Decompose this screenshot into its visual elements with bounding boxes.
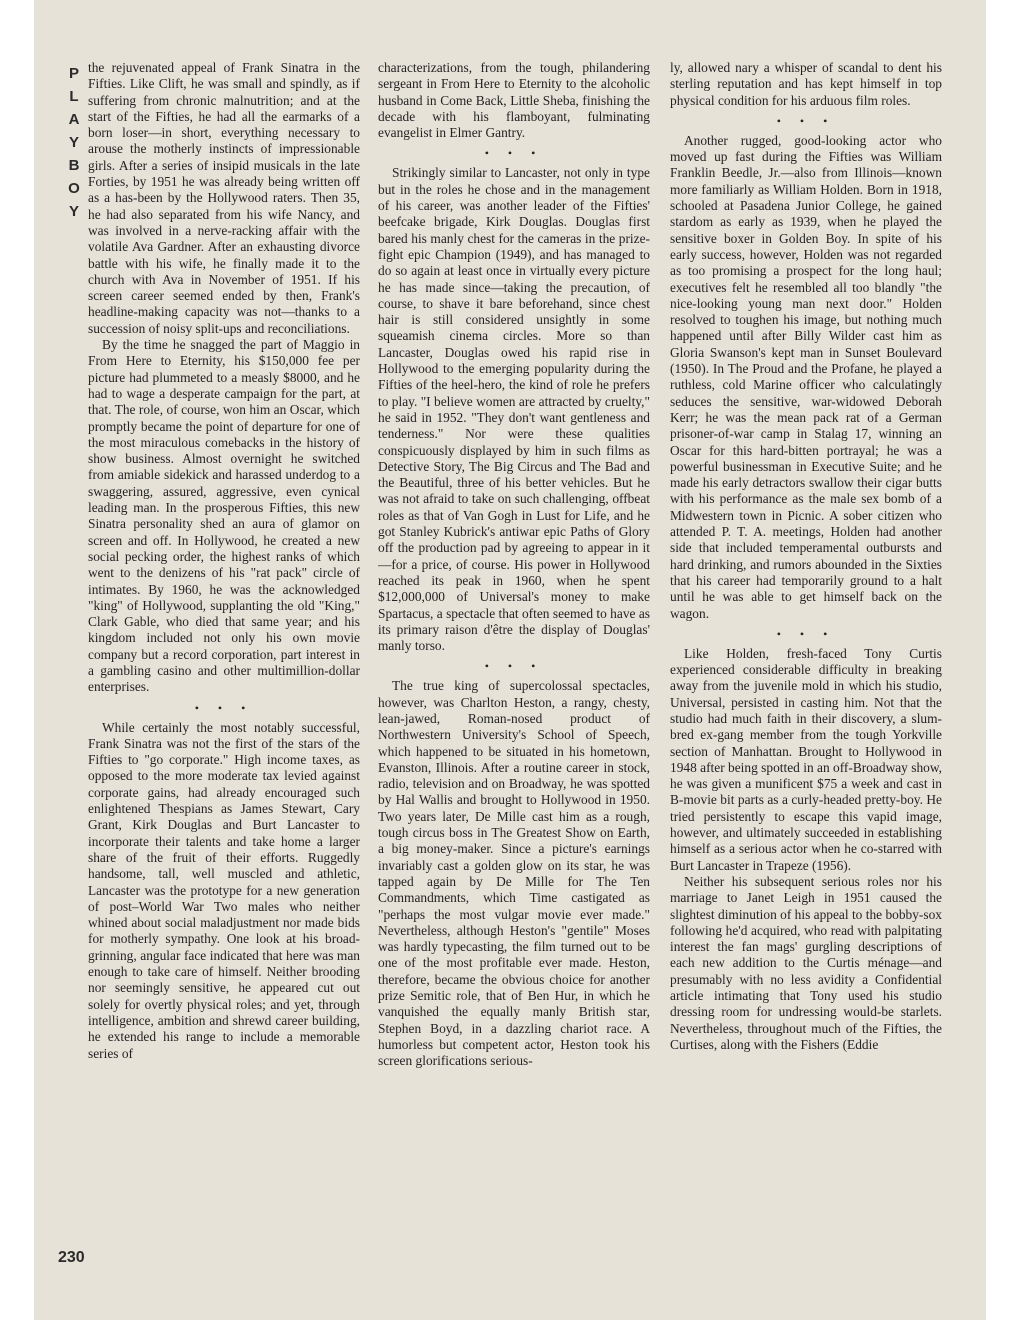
article-paragraph: Like Holden, fresh-faced Tony Curtis experienced considerable difficulty in breaking away from the juvenile mold in which his studio, Universal, persisted in casting him. Not that the studio had much faith in their discovery, a slum-bred ex-gang member from the tough Yorkville section of Manhattan. Brought to Hollywood in 1948 after being spotted in an off-Broadway show, he was given a munificent $75 a week and cast in B-movie bit parts as a curly-headed pretty-boy. He tried persistently to escape this vapid image, however, and ultimately succeeded in establishing himself as a serious actor when he co-starred with Burt Lancaster in Trapeze (1956).: [670, 645, 942, 873]
section-separator: • • •: [776, 626, 836, 641]
page-number: 230: [58, 1249, 85, 1266]
article-paragraph: ly, allowed nary a whisper of scandal to dent his sterling reputation and has kept himself in top physical condition for his arduous film roles.: [670, 60, 942, 108]
masthead-vertical: [62, 62, 86, 222]
article-paragraph: The true king of supercolossal spectacles, however, was Charlton Heston, a rangy, chesty, lean-jawed, Roman-nosed product of Northwestern University's School of Speech, which happened to be situated in his hometown, Evanston, Illinois. After a routine career in stock, radio, television and on Broadway, he was spotted by Hal Wallis and brought to Hollywood in 1950. Two years later, De Mille cast him as a rough, tough circus boss in The Greatest Show on Earth, a big money-maker. Since a picture's earnings invariably cast a golden glow on its star, he was tapped again by De Mille for The Ten Commandments, which Time castigated as "perhaps the most vulgar movie ever made." Nevertheless, although Heston's "gentile" Moses was hardly typecasting, the film turned out to be one of the most profitable ever made. Heston, therefore, became the obvious choice for another prize Semitic role, that of Ben Hur, in which he vanquished the equally manly British star, Stephen Boyd, in a dazzling chariot race. A humorless but competent actor, Heston took his screen glorifications serious-: [378, 678, 650, 1069]
text-column-2: [378, 60, 650, 1300]
masthead-letter: Y: [68, 134, 79, 151]
article-paragraph: the rejuvenated appeal of Frank Sinatra in the Fifties. Like Clift, he was small and spindly, as if suffering from chronic malnutrition; and at the start of the Fifties, he had all the earmarks of a born loser—in short, everything necessary to arouse the motherly instincts of impressionable girls. After a series of insipid musicals in the late Forties, by 1951 he was already being written off as a has-been by the Hollywood raters. Then 35, he had also separated from his wife Nancy, and was involved in a nerve-racking affair with the volatile Ava Gardner. After an exhausting divorce battle with his wife, he finally made it to the church with Ava in November of 1951. If his screen career seemed ended by then, Frank's headline-making capacity was not—thanks to a succession of noisy split-ups and reconciliations.: [88, 60, 360, 336]
section-separator: • • •: [484, 659, 544, 674]
magazine-page: [34, 0, 986, 1320]
article-paragraph: Strikingly similar to Lancaster, not only in type but in the roles he chose and in the management of his career, was another leader of the Fifties' beefcake brigade, Kirk Douglas. Douglas first bared his manly chest for the cameras in the prize-fight epic Champion (1949), and has managed to do so again at least once in virtually every picture he has made since—taking the precaution, of course, to shave it bare beforehand, since chest hair is still considered unsightly in some squeamish cinema circles. More so than Lancaster, Douglas owed his rapid rise in Hollywood to the emerging popularity during the Fifties of the heel-hero, the kind of role he prefers to play. "I believe women are attracted by cruelty," he said in 1952. "They don't want gentleness and tenderness." Nor were these qualities conspicuously displayed by him in such films as Detective Story, The Big Circus and The Bad and the Beautiful, three of his better vehicles. But he was not afraid to take on such challenging, offbeat roles as that of Van Gogh in Lust for Life, and he got Stanley Kubrick's antiwar epic Paths of Glory off the production pad by agreeing to appear in it—for a price, of course. His power in Hollywood reached its peak in 1960, when he spent $12,000,000 of Universal's money to make Spartacus, a spectacle that often seemed to have as its primary raison d'être the display of Douglas' manly torso.: [378, 165, 650, 654]
article-paragraph: While certainly the most notably successful, Frank Sinatra was not the first of the stars of the Fifties to "go corporate." High income taxes, as opposed to the more moderate tax levied against corporate gains, had already encouraged such enlightened Thespians as James Stewart, Cary Grant, Kirk Douglas and Burt Lancaster to incorporate their talents and take home a larger share of the fruit of their efforts. Ruggedly handsome, tall, well muscled and athletic, Lancaster was the prototype for a new generation of post–World War Two males who neither whined about social maladjustment nor made bids for motherly sympathy. One look at his broad-grinning, angular face indicated that here was man enough to take care of himself. Neither brooding nor seemingly sensitive, he appeared cut out solely for overtly physical roles; and yet, through intelligence, ambition and shrewd career building, he extended his range to include a memorable series of: [88, 719, 360, 1061]
masthead-letter: Y: [68, 203, 79, 220]
masthead-letter: B: [68, 157, 80, 174]
section-separator: • • •: [484, 146, 544, 161]
masthead-letter: A: [68, 111, 80, 128]
text-column-3: [670, 60, 942, 1300]
text-column-1: [88, 60, 360, 1300]
masthead-letter: O: [68, 180, 80, 197]
masthead-letter: L: [69, 88, 79, 105]
article-paragraph: Neither his subsequent serious roles nor his marriage to Janet Leigh in 1951 caused the slightest diminution of his appeal to the bobby-sox following he'd acquired, who read with palpitating interest the fan mags' gurgling descriptions of each new addition to the Curtis ménage—and presumably with no less avidity a Confidential article intimating that Tony used his studio dressing room for undressing would-be starlets. Nevertheless, throughout much of the Fifties, the Curtises, along with the Fishers (Eddie: [670, 873, 942, 1052]
article-paragraph: characterizations, from the tough, philandering sergeant in From Here to Eternity to the alcoholic husband in Come Back, Little Sheba, finishing the decade with his flamboyant, fulminating evangelist in Elmer Gantry.: [378, 60, 650, 141]
section-separator: • • •: [194, 700, 254, 715]
section-separator: • • •: [776, 113, 836, 128]
masthead-letter: P: [68, 65, 79, 82]
article-paragraph: By the time he snagged the part of Maggio in From Here to Eternity, his $150,000 fee per picture had plummeted to a measly $8000, and he had to wage a desperate campaign for the part, at that. The role, of course, won him an Oscar, which promptly became the point of departure for one of the most miraculous comebacks in the history of show business. Almost overnight he switched from amiable sidekick and harassed underdog to a swaggering, assured, aggressive, even cynical leading man. In the prosperous Fifties, this new Sinatra personality shed an aura of glamor on screen and off. In Hollywood, he created a new social pecking order, the highest ranks of which went to the denizens of his "rat pack" circle of intimates. By 1960, he was the acknowledged "king" of Hollywood, supplanting the old "King," Clark Gable, who died that same year; and his kingdom included not only his own movie company but a record corporation, part interest in a gambling casino and other multimillion-dollar enterprises.: [88, 337, 360, 695]
article-paragraph: Another rugged, good-looking actor who moved up fast during the Fifties was William Franklin Beedle, Jr.—also from Illinois—known more familiarly as William Holden. Born in 1918, schooled at Pasadena Junior College, he gained stardom as early as 1939, when he played the sensitive boxer in Golden Boy. In spite of his early success, however, Holden was not regarded as too promising a prospect for the long haul; executives felt he resembled all too blandly "the nice-looking young man next door." Holden resolved to toughen his image, but nothing much happened until after Billy Wilder cast him as Gloria Swanson's kept man in Sunset Boulevard (1950). In The Proud and the Profane, he played a ruthless, cold Marine officer who calculatingly seduces the sensitive, war-widowed Deborah Kerr; he was the mean pack rat of a German prisoner-of-war camp in Stalag 17, winning an Oscar for this hard-bitten portrayal; he was a powerful businessman in Executive Suite; and he made his early detractors swallow their cigar butts with his performance as the male sex bomb of a Midwestern town in Picnic. A sober citizen who attended P. T. A. meetings, Holden had another side that included temperamental outbursts and hard drinking, and rumors abounded in the Sixties that his career had temporarily ground to a halt until he was able to get himself back on the wagon.: [670, 132, 942, 621]
